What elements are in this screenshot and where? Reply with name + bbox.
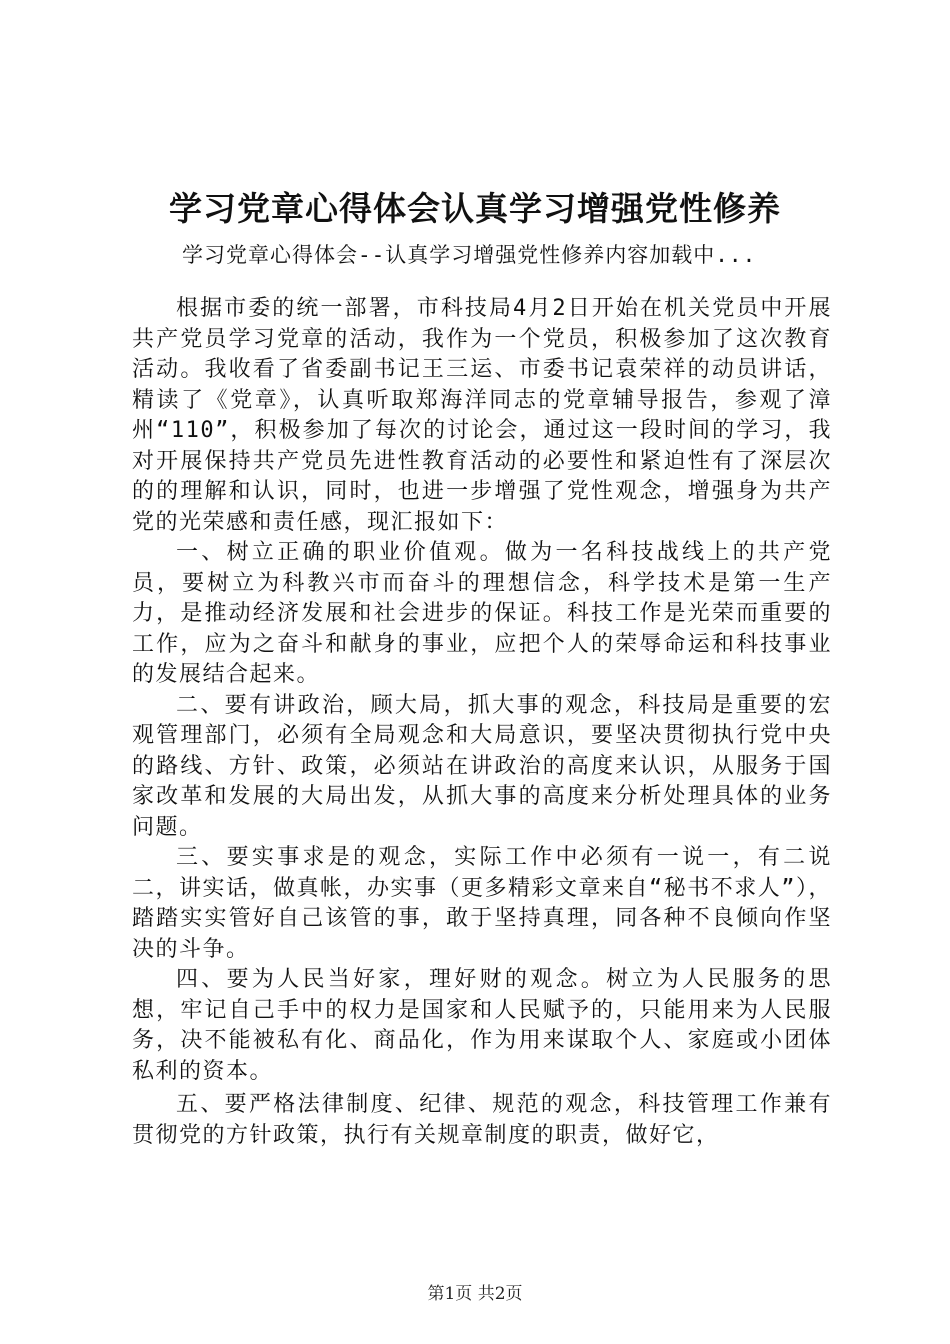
document-title: 学习党章心得体会认真学习增强党性修养 — [169, 189, 781, 228]
paragraph-point-3: 三、要实事求是的观念，实际工作中必须有一说一，有二说二，讲实话，做真帐，办实事（更多精彩文章来自“秘书不求人”），踏踏实实管好自己该管的事，敢于坚持真理，同各种不良倾向作坚决的斗争。 — [132, 845, 832, 962]
page-number-footer: 第1页 共2页 — [427, 1284, 523, 1304]
document-body — [132, 294, 832, 1151]
document-subtitle: 学习党章心得体会--认真学习增强党性修养内容加载中... — [182, 243, 757, 267]
paragraph-point-5: 五、要严格法律制度、纪律、规范的观念，科技管理工作兼有贯彻党的方针政策，执行有关规章制度的职责，做好它， — [132, 1092, 832, 1148]
paragraph-intro: 根据市委的统一部署，市科技局4月2日开始在机关党员中开展共产党员学习党章的活动，我作为一个党员，积极参加了这次教育活动。我收看了省委副书记王三运、市委书记袁荣祥的动员讲话，精读了《党章》，认真听取郑海洋同志的党章辅导报告，参观了漳州“110”，积极参加了每次的讨论会，通过这一段时间的学习，我对开展保持共产党员先进性教育活动的必要性和紧迫性有了深层次的的理解和认识，同时，也进一步增强了党性观念，增强身为共产党的光荣感和责任感，现汇报如下： — [132, 296, 832, 535]
paragraph-point-2: 二、要有讲政治，顾大局，抓大事的观念，科技局是重要的宏观管理部门，必须有全局观念和大局意识，要坚决贯彻执行党中央的路线、方针、政策，必须站在讲政治的高度来认识，从服务于国家改革和发展的大局出发，从抓大事的高度来分析处理具体的业务问题。 — [132, 692, 832, 840]
paragraph-point-4: 四、要为人民当好家，理好财的观念。树立为人民服务的思想，牢记自己手中的权力是国家和人民赋予的，只能用来为人民服务，决不能被私有化、商品化，作为用来谋取个人、家庭或小团体私利的资本。 — [132, 967, 832, 1084]
paragraph-point-1: 一、树立正确的职业价值观。做为一名科技战线上的共产党员，要树立为科教兴市而奋斗的理想信念，科学技术是第一生产力，是推动经济发展和社会进步的保证。科技工作是光荣而重要的工作，应为之奋斗和献身的事业，应把个人的荣辱命运和科技事业的发展结合起来。 — [132, 540, 832, 687]
